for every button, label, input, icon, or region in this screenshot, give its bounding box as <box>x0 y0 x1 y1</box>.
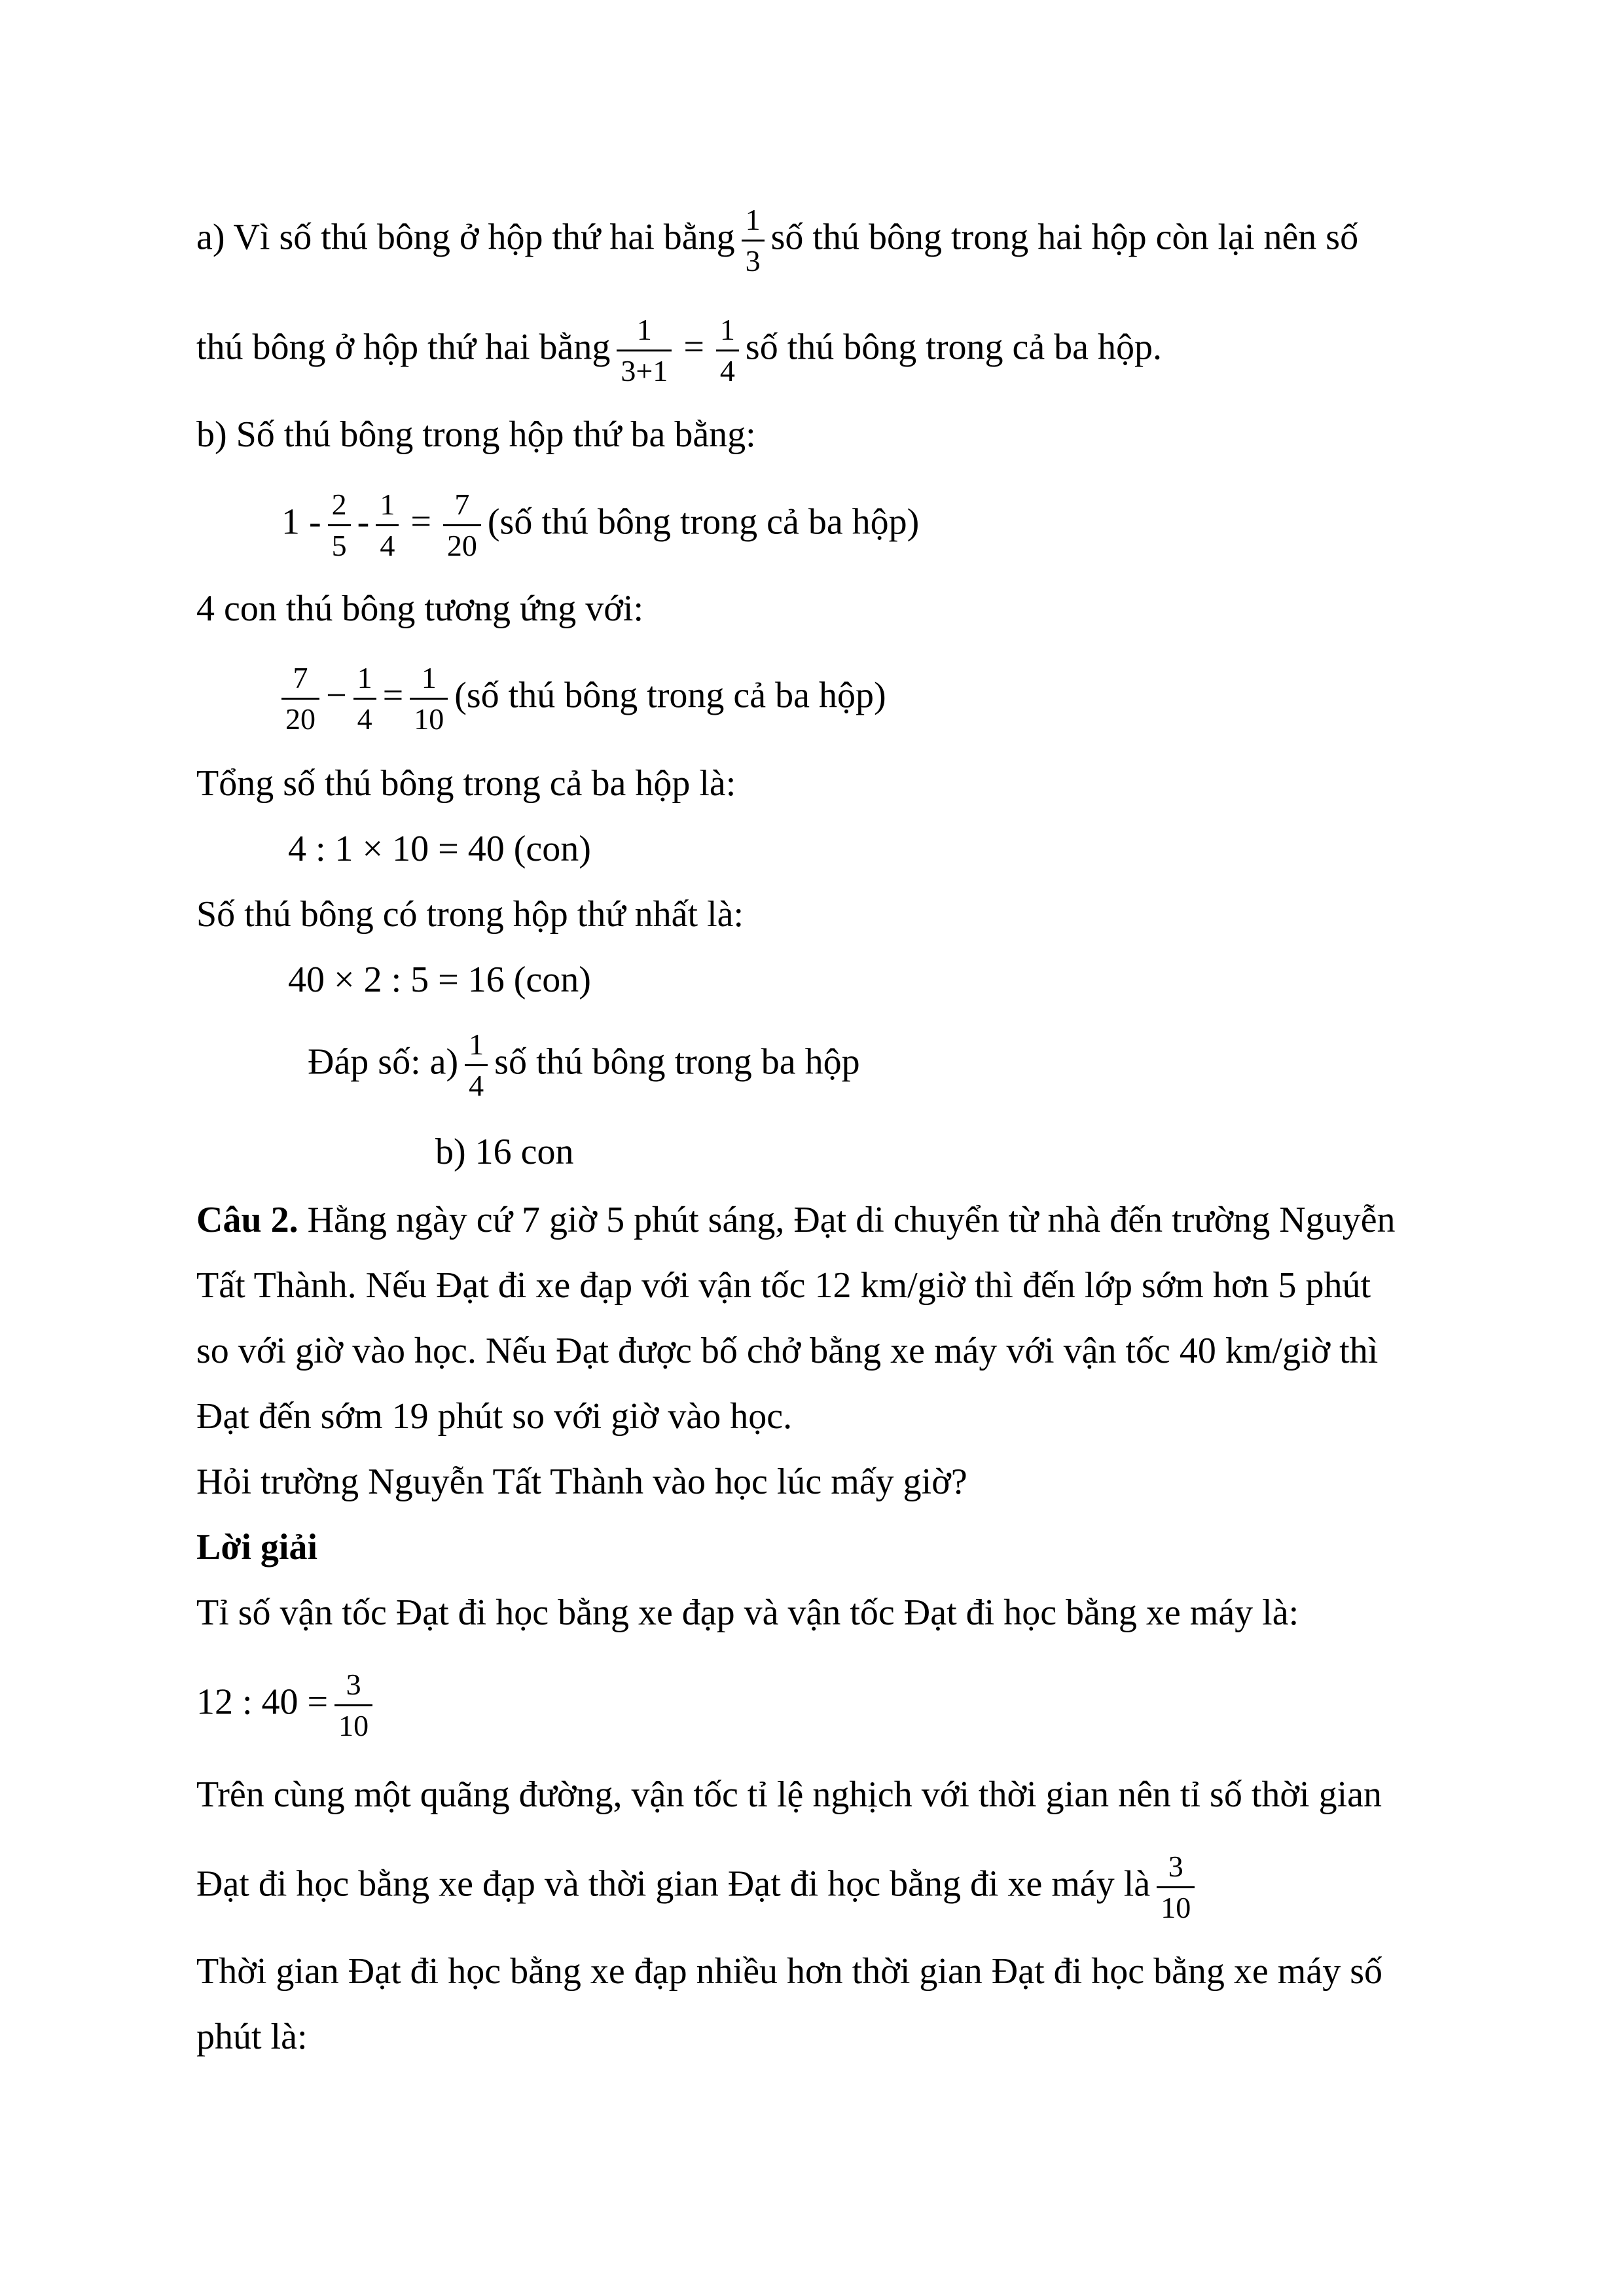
fraction-denominator: 10 <box>338 1709 369 1742</box>
minus-sign: − <box>326 675 347 716</box>
fraction-denominator: 10 <box>414 702 444 736</box>
q2-problem-line-3: so với giờ vào học. Nếu Đạt được bố chở bằng xe máy với vận tốc 40 km/giờ thì <box>196 1331 1379 1371</box>
q2-inverse-line-1: Trên cùng một quãng đường, vận tốc tỉ lệ nghịch với thời gian nên tỉ số thời gian <box>196 1774 1382 1815</box>
fraction-denominator: 4 <box>357 702 372 736</box>
fraction-numerator: 1 <box>465 1028 488 1066</box>
fraction <box>334 1668 372 1743</box>
fraction-numerator: 1 <box>410 661 448 700</box>
answer-text: số thú bông trong ba hộp <box>494 1041 860 1083</box>
equals-sign: = <box>683 327 704 368</box>
fraction <box>617 313 672 388</box>
answer-label: Đáp số: a) <box>308 1041 459 1083</box>
fraction-numerator: 7 <box>281 661 319 700</box>
q1-a-line-1 <box>196 203 1358 278</box>
q1-b-calc-1 <box>281 488 919 563</box>
fraction <box>281 661 319 736</box>
q1-first-box-calc: 40 × 2 : 5 = 16 (con) <box>288 960 591 1000</box>
q1-answer-b: b) 16 con <box>435 1132 574 1172</box>
q1-a-line-2-text-post: số thú bông trong cả ba hộp. <box>745 327 1163 368</box>
fraction-numerator: 2 <box>328 488 351 526</box>
fraction-denominator: 4 <box>380 529 395 562</box>
q2-question: Hỏi trường Nguyễn Tất Thành vào học lúc mấy giờ? <box>196 1462 967 1502</box>
q1-a-line-2-text-pre: thú bông ở hộp thứ hai bằng <box>196 327 611 368</box>
calc-note: (số thú bông trong cả ba hộp) <box>454 675 886 716</box>
calc-text: 12 : 40 = <box>196 1681 329 1723</box>
q1-a-line-1-text-pre: a) Vì số thú bông ở hộp thứ hai bằng <box>196 217 735 258</box>
q2-diff-line-2: phút là: <box>196 2017 308 2057</box>
inverse-text: Đạt đi học bằng xe đạp và thời gian Đạt đi học bằng đi xe máy là <box>196 1863 1151 1905</box>
fraction-denominator: 4 <box>719 354 735 387</box>
q1-b-correspondence-intro: 4 con thú bông tương ứng với: <box>196 588 644 629</box>
fraction-denominator: 5 <box>331 529 347 562</box>
fraction-numerator: 7 <box>443 488 481 526</box>
q1-total-intro: Tổng số thú bông trong cả ba hộp là: <box>196 763 736 804</box>
minus-sign: - <box>357 501 370 543</box>
fraction-denominator: 20 <box>285 702 316 736</box>
fraction <box>410 661 448 736</box>
fraction-numerator: 1 <box>376 488 399 526</box>
q2-ratio-calc <box>196 1668 379 1743</box>
q2-solution-heading: Lời giải <box>196 1527 318 1568</box>
q2-problem-line-2: Tất Thành. Nếu Đạt đi xe đạp với vận tốc 12 km/giờ thì đến lớp sớm hơn 5 phút <box>196 1265 1371 1306</box>
fraction-numerator: 1 <box>353 661 376 700</box>
fraction-numerator: 1 <box>617 313 672 351</box>
fraction-denominator: 3+1 <box>621 354 668 387</box>
calc-text: 1 - <box>281 501 321 543</box>
q1-answer-a <box>308 1028 860 1103</box>
q2-problem-line-1 <box>196 1199 1430 1241</box>
q2-problem-line-4: Đạt đến sớm 19 phút so với giờ vào học. <box>196 1396 793 1437</box>
calc-note: (số thú bông trong cả ba hộp) <box>487 501 920 543</box>
fraction <box>716 313 739 388</box>
fraction-denominator: 4 <box>469 1069 484 1102</box>
q2-diff-line-1: Thời gian Đạt đi học bằng xe đạp nhiều hơn thời gian Đạt đi học bằng xe máy số <box>196 1951 1382 1992</box>
q1-b-intro: b) Số thú bông trong hộp thứ ba bằng: <box>196 414 756 455</box>
fraction <box>1157 1850 1195 1925</box>
q1-first-box-intro: Số thú bông có trong hộp thứ nhất là: <box>196 894 744 935</box>
q1-a-line-1-text-post: số thú bông trong hai hộp còn lại nên số <box>770 217 1359 258</box>
q1-b-calc-2 <box>281 661 886 736</box>
fraction-numerator: 1 <box>742 203 765 242</box>
fraction <box>376 488 399 563</box>
equals-sign: = <box>382 675 404 716</box>
fraction-numerator: 3 <box>1157 1850 1195 1888</box>
fraction <box>443 488 481 563</box>
equals-sign: = <box>410 501 431 543</box>
fraction <box>353 661 376 736</box>
q1-a-line-2 <box>196 313 1162 388</box>
fraction <box>742 203 765 278</box>
q2-inverse-line-2 <box>196 1850 1201 1925</box>
fraction-numerator: 3 <box>334 1668 372 1706</box>
fraction-denominator: 20 <box>446 529 477 562</box>
fraction <box>465 1028 488 1103</box>
q2-label: Câu 2. <box>196 1200 298 1240</box>
fraction-denominator: 3 <box>745 244 761 278</box>
q1-total-calc: 4 : 1 × 10 = 40 (con) <box>288 829 591 869</box>
fraction <box>328 488 351 563</box>
q2-problem-text: Hằng ngày cứ 7 giờ 5 phút sáng, Đạt di chuyển từ nhà đến trường Nguyễn <box>307 1200 1396 1240</box>
q2-ratio-intro: Tỉ số vận tốc Đạt đi học bằng xe đạp và vận tốc Đạt đi học bằng xe máy là: <box>196 1592 1299 1633</box>
fraction-denominator: 10 <box>1161 1891 1191 1924</box>
fraction-numerator: 1 <box>716 313 739 351</box>
